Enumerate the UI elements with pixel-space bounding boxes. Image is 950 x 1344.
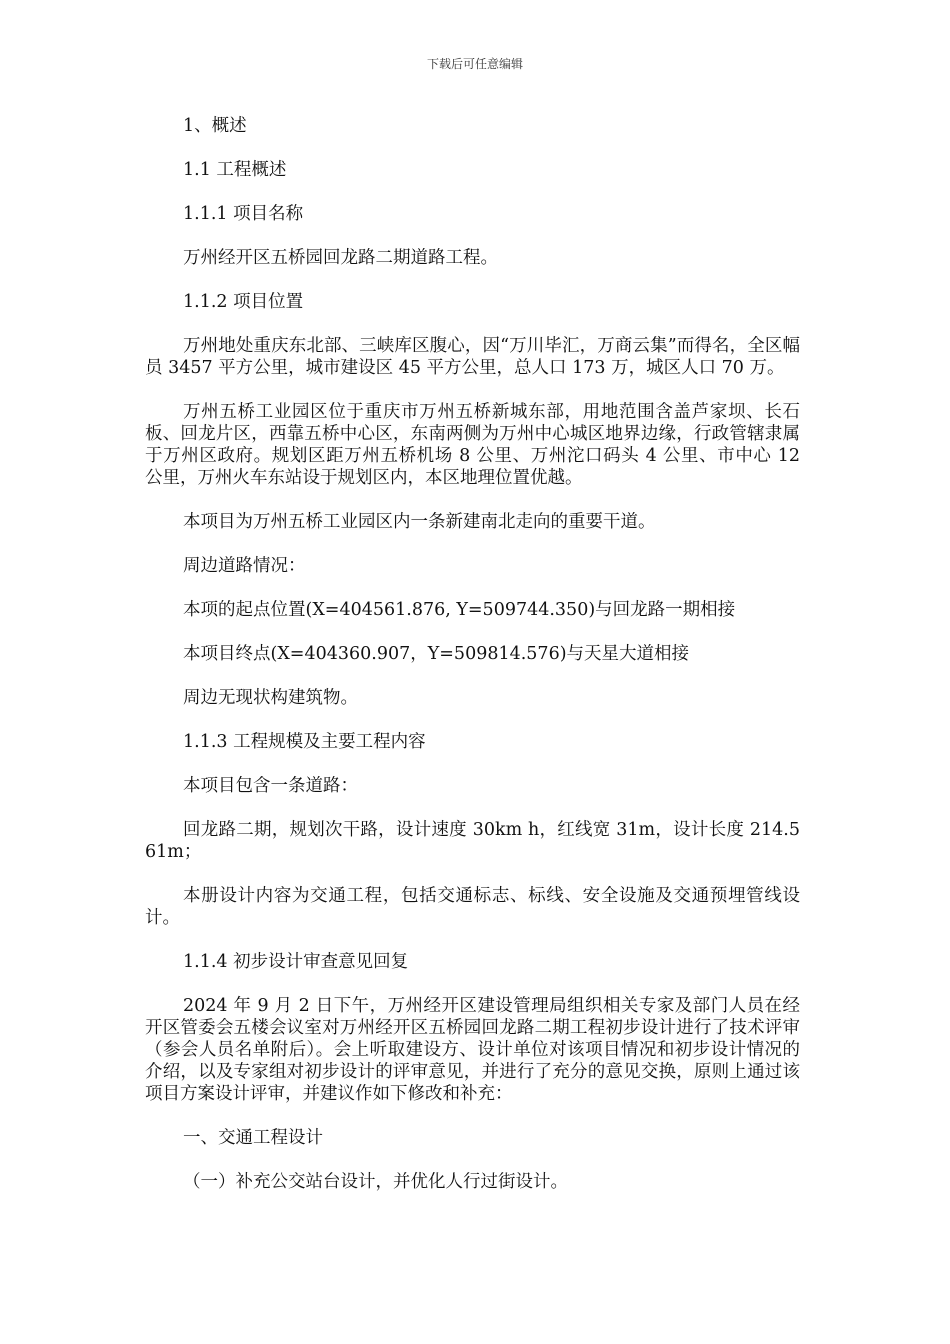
document-body — [145, 115, 800, 1215]
body-paragraph: 本册设计内容为交通工程，包括交通标志、标线、安全设施及交通预埋管线设计。 — [145, 886, 800, 928]
body-paragraph: 万州五桥工业园区位于重庆市万州五桥新城东部，用地范围含盖芦家坝、长石板、回龙片区，西靠五桥中心区，东南两侧为万州中心城区地界边缘，行政管辖隶属于万州区政府。规划区距万州五桥机场 8 公里、万州沱口码头 4 公里、市中心 12 公里，万州火车东站设于规划区内，本区地理位置优越。 — [145, 402, 800, 488]
body-paragraph: 本项目为万州五桥工业园区内一条新建南北走向的重要干道。 — [183, 512, 656, 532]
body-paragraph: 本项的起点位置(X=404561.876, Y=509744.350)与回龙路一期相接 — [183, 600, 736, 620]
body-paragraph: 本项目包含一条道路： — [183, 776, 358, 796]
subsubsection-heading: 1.1.4 初步设计审查意见回复 — [183, 952, 409, 972]
subsubsection-heading: 1.1.3 工程规模及主要工程内容 — [183, 732, 426, 752]
body-paragraph: 回龙路二期，规划次干路，设计速度 30km h，红线宽 31m，设计长度 214.561m； — [145, 820, 800, 862]
list-heading: 一、交通工程设计 — [183, 1128, 323, 1148]
body-paragraph: 本项目终点(X=404360.907，Y=509814.576)与天星大道相接 — [183, 644, 690, 664]
subsubsection-heading: 1.1.2 项目位置 — [183, 292, 304, 312]
page-header: 下载后可任意编辑 — [426, 57, 523, 71]
body-paragraph: 周边道路情况： — [183, 556, 306, 576]
body-paragraph: 周边无现状构建筑物。 — [183, 688, 358, 708]
body-paragraph: 万州地处重庆东北部、三峡库区腹心，因“万川毕汇，万商云集”而得名，全区幅员 3457 平方公里，城市建设区 45 平方公里，总人口 173 万，城区人口 70 万。 — [145, 336, 800, 378]
subsection-heading: 1.1 工程概述 — [183, 160, 287, 180]
section-heading: 1、概述 — [183, 116, 247, 136]
body-paragraph: 2024 年 9 月 2 日下午，万州经开区建设管理局组织相关专家及部门人员在经开区管委会五楼会议室对万州经开区五桥园回龙路二期工程初步设计进行了技术评审（参会人员名单附后）。会上听取建设方、设计单位对该项目情况和初步设计情况的介绍，以及专家组对初步设计的评审意见，并进行了充分的意见交换，原则上通过该项目方案设计评审，并建议作如下修改和补充： — [145, 996, 800, 1104]
body-paragraph: 万州经开区五桥园回龙路二期道路工程。 — [183, 248, 498, 268]
subsubsection-heading: 1.1.1 项目名称 — [183, 204, 304, 224]
list-item: （一）补充公交站台设计，并优化人行过街设计。 — [183, 1172, 568, 1192]
